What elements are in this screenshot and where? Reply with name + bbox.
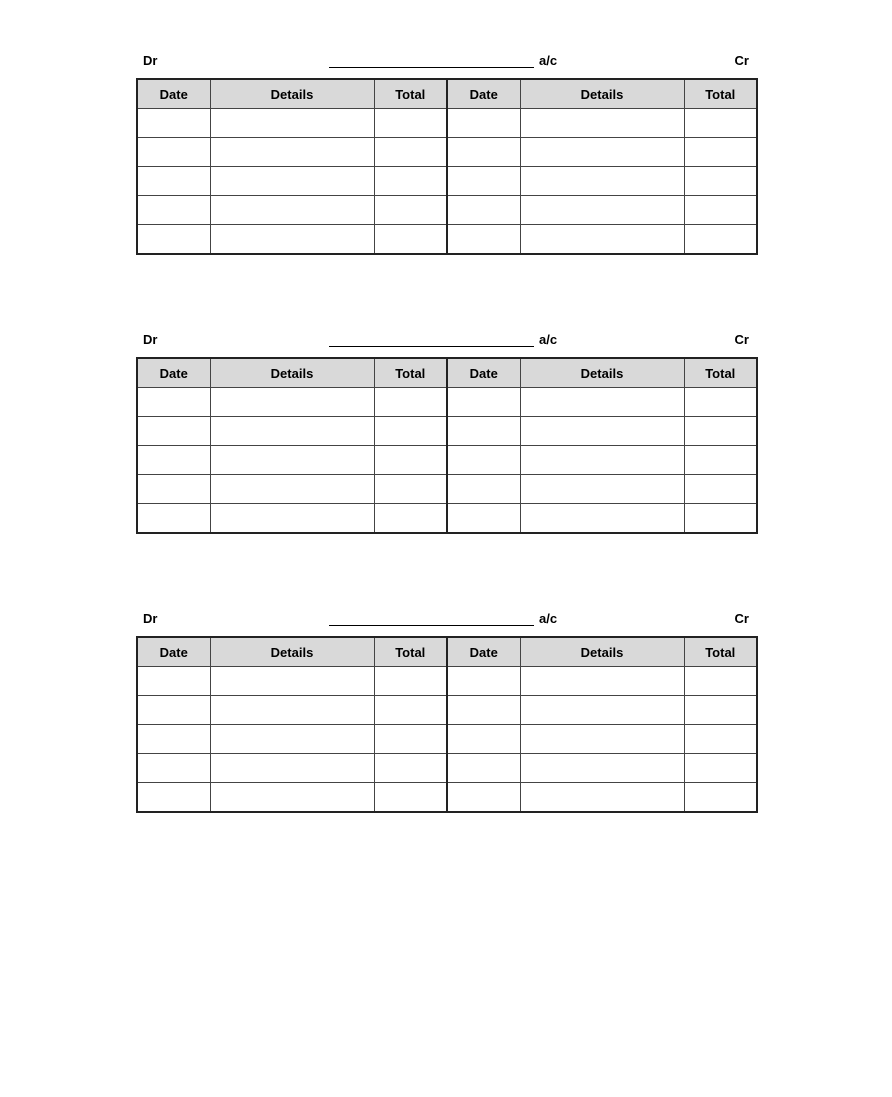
cell-date[interactable] [137, 667, 210, 696]
cell-details[interactable] [520, 167, 684, 196]
cell-total[interactable] [684, 109, 757, 138]
cell-details[interactable] [210, 167, 374, 196]
cell-total[interactable] [684, 504, 757, 534]
table-row [137, 225, 757, 255]
cell-date[interactable] [447, 446, 520, 475]
debit-label: Dr [143, 332, 158, 347]
cell-date[interactable] [447, 167, 520, 196]
cell-details[interactable] [210, 667, 374, 696]
cell-total[interactable] [374, 109, 447, 138]
cell-total[interactable] [684, 725, 757, 754]
table-header-row [137, 358, 757, 388]
cell-details[interactable] [520, 475, 684, 504]
cell-date[interactable] [137, 138, 210, 167]
cell-date[interactable] [137, 388, 210, 417]
table-row [137, 138, 757, 167]
column-header-total: Total [684, 79, 757, 109]
table-header-row [137, 79, 757, 109]
cell-date[interactable] [447, 754, 520, 783]
cell-details[interactable] [210, 225, 374, 255]
credit-label: Cr [734, 332, 749, 347]
cell-total[interactable] [374, 167, 447, 196]
account-name-blank-line[interactable] [329, 53, 534, 68]
account-name-field [329, 332, 557, 347]
cell-date[interactable] [137, 225, 210, 255]
credit-label: Cr [734, 53, 749, 68]
cell-date[interactable] [447, 725, 520, 754]
table-row [137, 109, 757, 138]
cell-date[interactable] [137, 725, 210, 754]
cell-total[interactable] [374, 196, 447, 225]
cell-details[interactable] [210, 446, 374, 475]
table-row [137, 167, 757, 196]
cell-total[interactable] [374, 696, 447, 725]
cell-details[interactable] [520, 754, 684, 783]
cell-total[interactable] [374, 225, 447, 255]
account-suffix-label: a/c [539, 53, 558, 68]
cell-total[interactable] [684, 446, 757, 475]
table-row [137, 667, 757, 696]
cell-details[interactable] [210, 754, 374, 783]
cell-details[interactable] [520, 109, 684, 138]
cell-details[interactable] [210, 109, 374, 138]
cell-date[interactable] [447, 696, 520, 725]
cell-details[interactable] [520, 417, 684, 446]
cell-total[interactable] [684, 388, 757, 417]
column-header-date: Date [137, 358, 210, 388]
cell-date[interactable] [137, 167, 210, 196]
ledger-header [136, 332, 757, 352]
cell-total[interactable] [684, 138, 757, 167]
account-suffix-label: a/c [539, 332, 558, 347]
debit-label: Dr [143, 611, 158, 626]
cell-total[interactable] [684, 167, 757, 196]
column-header-date: Date [137, 637, 210, 667]
cell-total[interactable] [374, 446, 447, 475]
cell-total[interactable] [374, 388, 447, 417]
cell-details[interactable] [210, 196, 374, 225]
table-row [137, 783, 757, 813]
column-header-total: Total [684, 358, 757, 388]
t-account-table [136, 357, 758, 534]
ledger-account-2 [136, 332, 757, 381]
table-row [137, 388, 757, 417]
cell-date[interactable] [447, 109, 520, 138]
column-header-details: Details [210, 358, 374, 388]
cell-date[interactable] [137, 109, 210, 138]
account-name-field [329, 611, 557, 626]
ledger-account-1 [136, 53, 757, 102]
cell-total[interactable] [684, 783, 757, 813]
cell-details[interactable] [210, 417, 374, 446]
cell-details[interactable] [210, 388, 374, 417]
table-row [137, 446, 757, 475]
account-name-blank-line[interactable] [329, 332, 534, 347]
cell-date[interactable] [137, 504, 210, 534]
column-header-date: Date [447, 358, 520, 388]
cell-date[interactable] [137, 446, 210, 475]
cell-date[interactable] [137, 754, 210, 783]
credit-label: Cr [734, 611, 749, 626]
cell-total[interactable] [374, 475, 447, 504]
cell-total[interactable] [684, 667, 757, 696]
cell-date[interactable] [137, 196, 210, 225]
cell-details[interactable] [210, 725, 374, 754]
column-header-details: Details [210, 79, 374, 109]
cell-details[interactable] [520, 388, 684, 417]
cell-details[interactable] [520, 225, 684, 255]
cell-date[interactable] [137, 475, 210, 504]
ledger-account-3 [136, 611, 757, 660]
cell-total[interactable] [374, 754, 447, 783]
cell-total[interactable] [684, 417, 757, 446]
cell-total[interactable] [684, 696, 757, 725]
table-row [137, 504, 757, 534]
column-header-total: Total [374, 637, 447, 667]
cell-details[interactable] [210, 475, 374, 504]
cell-date[interactable] [137, 696, 210, 725]
account-name-field [329, 53, 557, 68]
debit-label: Dr [143, 53, 158, 68]
cell-total[interactable] [684, 196, 757, 225]
cell-details[interactable] [520, 504, 684, 534]
column-header-date: Date [447, 637, 520, 667]
table-row [137, 196, 757, 225]
cell-total[interactable] [374, 138, 447, 167]
cell-date[interactable] [447, 475, 520, 504]
cell-total[interactable] [374, 417, 447, 446]
cell-details[interactable] [520, 446, 684, 475]
cell-date[interactable] [447, 667, 520, 696]
cell-details[interactable] [520, 667, 684, 696]
table-row [137, 754, 757, 783]
column-header-total: Total [374, 79, 447, 109]
column-header-total: Total [684, 637, 757, 667]
cell-date[interactable] [137, 417, 210, 446]
cell-date[interactable] [447, 225, 520, 255]
cell-details[interactable] [210, 696, 374, 725]
cell-date[interactable] [447, 388, 520, 417]
cell-total[interactable] [684, 754, 757, 783]
cell-details[interactable] [520, 138, 684, 167]
cell-total[interactable] [684, 475, 757, 504]
cell-details[interactable] [520, 783, 684, 813]
cell-date[interactable] [447, 417, 520, 446]
ledger-header [136, 53, 757, 73]
table-row [137, 417, 757, 446]
column-header-details: Details [520, 358, 684, 388]
column-header-details: Details [210, 637, 374, 667]
cell-details[interactable] [210, 783, 374, 813]
column-header-details: Details [520, 637, 684, 667]
cell-details[interactable] [520, 696, 684, 725]
cell-total[interactable] [374, 667, 447, 696]
cell-date[interactable] [447, 138, 520, 167]
cell-details[interactable] [520, 725, 684, 754]
cell-total[interactable] [374, 783, 447, 813]
table-row [137, 725, 757, 754]
cell-total[interactable] [374, 725, 447, 754]
cell-details[interactable] [520, 196, 684, 225]
cell-details[interactable] [210, 504, 374, 534]
table-row [137, 696, 757, 725]
column-header-total: Total [374, 358, 447, 388]
account-suffix-label: a/c [539, 611, 558, 626]
table-header-row [137, 637, 757, 667]
cell-details[interactable] [210, 138, 374, 167]
table-row [137, 475, 757, 504]
column-header-details: Details [520, 79, 684, 109]
cell-date[interactable] [447, 196, 520, 225]
cell-date[interactable] [137, 783, 210, 813]
cell-date[interactable] [447, 504, 520, 534]
cell-total[interactable] [684, 225, 757, 255]
ledger-header [136, 611, 757, 631]
t-account-table [136, 78, 758, 255]
account-name-blank-line[interactable] [329, 611, 534, 626]
t-account-table [136, 636, 758, 813]
cell-total[interactable] [374, 504, 447, 534]
column-header-date: Date [137, 79, 210, 109]
column-header-date: Date [447, 79, 520, 109]
cell-date[interactable] [447, 783, 520, 813]
